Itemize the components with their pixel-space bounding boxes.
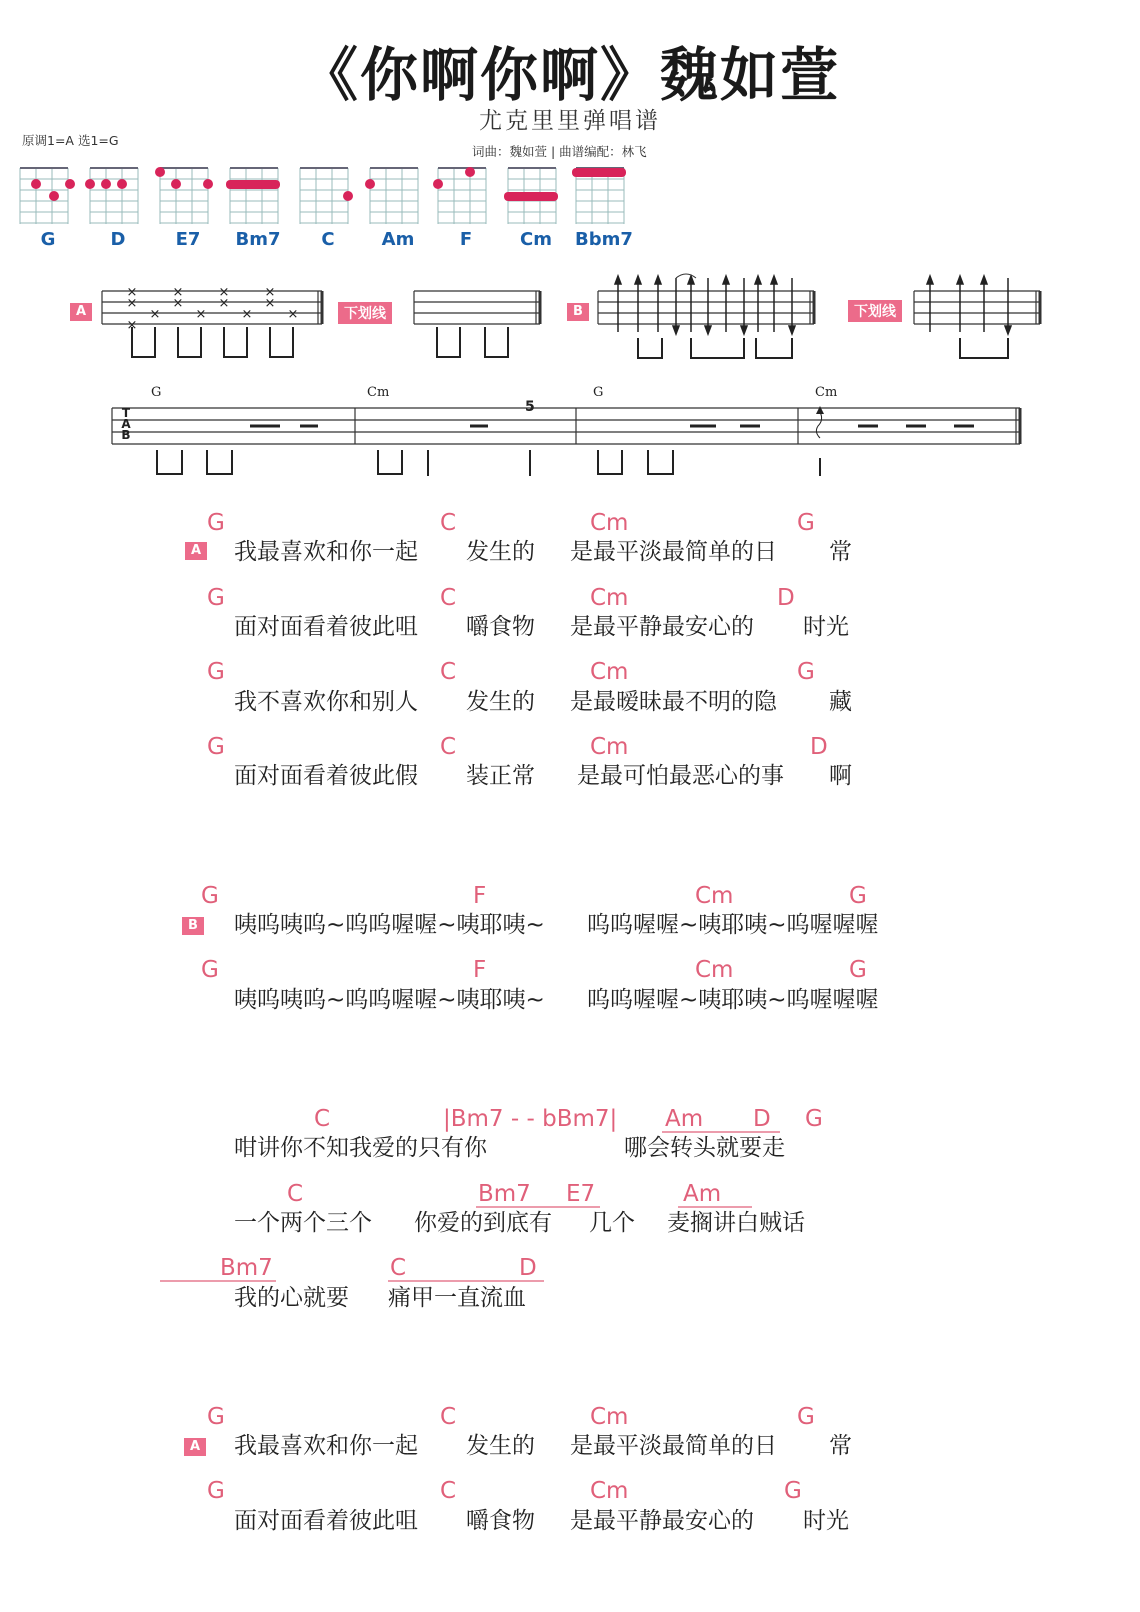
tab-chord-1: G [151,385,162,400]
lyric-text: 面对面看着彼此咀 [234,614,418,640]
tab-chord-4: Cm [815,385,838,400]
chord-label: F [473,883,487,909]
fretboard-icon [298,168,358,228]
fretboard-icon [436,168,496,228]
chord-label: F [473,957,487,983]
chord-label: D [519,1255,537,1281]
lyric-text: 我最喜欢和你一起 [234,1433,418,1459]
chord-label: G [805,1106,823,1132]
fretboard-icon [506,168,566,228]
lyric-text: 咦呜咦呜~呜呜喔喔~咦耶咦~ [234,912,545,938]
chord-label: Cm [695,957,734,983]
svg-text:×: × [264,285,276,300]
lyric-text: 发生的 [466,1433,535,1459]
chord-name: F [459,229,473,250]
chord-label: C [440,510,457,536]
section-b-marker: B [182,917,204,935]
chord-label: C [440,1478,457,1504]
lyric-text: 面对面看着彼此假 [234,763,418,789]
svg-text:×: × [264,296,276,311]
chord-label: D [753,1106,771,1132]
svg-text:×: × [126,318,138,333]
chord-label: Cm [590,1404,629,1430]
chord-label: Bm7 [220,1255,273,1281]
chord-label: C [440,585,457,611]
chord-label: D [810,734,828,760]
strum-pattern-a-underline [412,285,547,365]
lyric-text: 是最平淡最简单的日 [570,1433,777,1459]
svg-text:×: × [241,307,253,322]
chord-label: G [797,659,815,685]
svg-text:×: × [218,285,230,300]
svg-text:×: × [149,307,161,322]
chord-label: Am [665,1106,704,1132]
chord-label: G [207,659,225,685]
chord-label: Cm [590,585,629,611]
chord-label: Cm [590,659,629,685]
chord-name: E7 [175,229,201,250]
lyric-text: 我的心就要 [234,1285,349,1311]
underline-tag-1: 下划线 [338,302,392,324]
chord-name: Bbm7 [575,229,633,250]
chord-label: C [314,1106,331,1132]
chord-label: G [207,1404,225,1430]
lyric-text: 面对面看着彼此咀 [234,1508,418,1534]
chord-label: Bm7 [478,1181,531,1207]
chord-name: Am [381,229,415,250]
chord-name: D [110,229,126,250]
chord-name: Cm [520,229,552,250]
chord-label: G [797,1404,815,1430]
fretboard-icon [368,168,428,228]
lyric-text: 是最暧昧最不明的隐 [570,689,777,715]
lyric-text: 痛甲一直流血 [388,1285,526,1311]
lyric-text: 是最可怕最恶心的事 [577,763,784,789]
lyric-text: 咦呜咦呜~呜呜喔喔~咦耶咦~ [234,987,545,1013]
strum-pattern-b-underline [912,272,1047,367]
fretboard-icon [18,168,78,228]
chord-label: G [797,510,815,536]
lyric-text: 装正常 [466,763,535,789]
intro-tab-staff [110,398,1025,483]
chord-label: G [784,1478,802,1504]
chord-label: E7 [566,1181,596,1207]
tab-chord-3: G [593,385,604,400]
svg-text:×: × [172,296,184,311]
lyric-text: 咁讲你不知我爱的只有你 [234,1135,487,1161]
fretboard-icon [88,168,148,228]
pattern-b-marker: B [567,303,589,321]
chord-label: G [201,957,219,983]
lyric-text: 哪会转头就要走 [624,1135,785,1161]
fretboard-icon [228,168,288,228]
chord-label: G [207,734,225,760]
lyric-text: 我不喜欢你和别人 [234,689,418,715]
svg-text:×: × [172,285,184,300]
lyric-text: 麦搁讲白贼话 [667,1210,805,1236]
key-info: 原调1=A 选1=G [22,133,119,148]
chord-name: Bm7 [235,229,281,250]
chord-label: C [440,659,457,685]
lyric-text: 嚼食物 [466,1508,535,1534]
lyric-text: 常 [829,1433,852,1459]
chord-label: C [287,1181,304,1207]
credits: 词曲：魏如萱 | 曲谱编配：林飞 [472,144,647,159]
lyric-text: 是最平淡最简单的日 [570,539,777,565]
chord-label: Cm [590,510,629,536]
chord-name: G [40,229,56,250]
lyric-text: 发生的 [466,689,535,715]
chord-label: Cm [590,1478,629,1504]
chord-label: C [440,1404,457,1430]
tab-clef: T A B [121,406,131,442]
lyric-text: 几个 [589,1210,635,1236]
chord-label: G [849,883,867,909]
svg-text:×: × [126,296,138,311]
lyric-text: 呜呜喔喔~咦耶咦~呜喔喔喔 [587,912,879,938]
svg-text:×: × [126,285,138,300]
song-title: 《你啊你啊》魏如萱 [299,41,840,109]
svg-text:×: × [287,307,299,322]
fretboard-icon [574,168,634,228]
chord-label: Cm [695,883,734,909]
lyric-text: 一个两个三个 [234,1210,372,1236]
strum-pattern-b [596,272,821,367]
strum-pattern-a [100,285,330,365]
chord-name: C [321,229,335,250]
chord-label: Am [683,1181,722,1207]
lyric-text: 是最平静最安心的 [570,614,754,640]
sheet-subtitle: 尤克里里弹唱谱 [479,108,661,134]
lyric-text: 啊 [829,763,852,789]
chord-label: C [440,734,457,760]
tab-chord-2: Cm [367,385,390,400]
chord-label: G [207,510,225,536]
section-a-marker: A [185,542,207,560]
chord-label: G [849,957,867,983]
lyric-text: 常 [829,539,852,565]
chord-label: D [777,585,795,611]
chord-label: |Bm7 - - bBm7| [443,1106,618,1132]
section-a-repeat-marker: A [184,1438,206,1456]
chord-label: G [201,883,219,909]
pattern-a-marker: A [70,303,92,321]
lyric-text: 呜呜喔喔~咦耶咦~呜喔喔喔 [587,987,879,1013]
lyric-text: 发生的 [466,539,535,565]
chord-label: Cm [590,734,629,760]
svg-text:×: × [195,307,207,322]
chord-label: C [390,1255,407,1281]
lyric-text: 藏 [829,689,852,715]
lyric-text: 时光 [803,1508,849,1534]
chord-label: G [207,585,225,611]
chord-label: G [207,1478,225,1504]
lyric-text: 是最平静最安心的 [570,1508,754,1534]
lyric-text: 时光 [803,614,849,640]
svg-text:×: × [218,296,230,311]
lyric-text: 嚼食物 [466,614,535,640]
underline-tag-2: 下划线 [848,300,902,322]
fretboard-icon [158,168,218,228]
lyric-text: 你爱的到底有 [414,1210,552,1236]
lyric-text: 我最喜欢和你一起 [234,539,418,565]
measure-number: 5 [525,399,535,415]
